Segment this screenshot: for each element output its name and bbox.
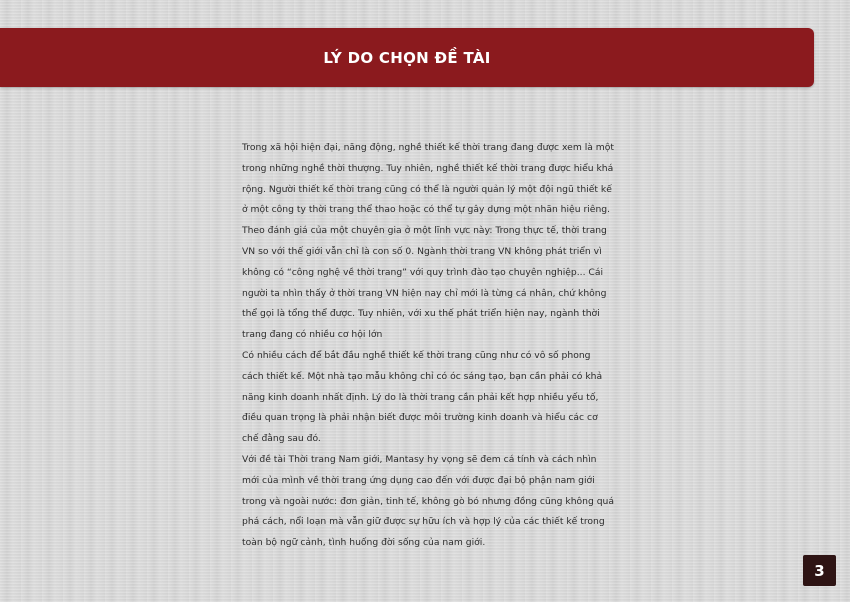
page-number: 3 [814,561,825,580]
page-number-badge [803,555,836,586]
paragraph-2: Theo đánh giá của một chuyên gia ở một lĩnh vực này: Trong thực tế, thời trang VN so với thế giới vẫn chỉ là con số 0. Ngành thời trang VN không phát triển vì không có “công nghệ về thời trang” với quy trình đào tạo chuyên nghiệp... Cái người ta nhìn thấy ở thời trang VN hiện nay chỉ mới là từng cá nhân, chứ không thể gọi là tổng thể được. Tuy nhiên, với xu thế phát triển hiện nay, ngành thời trang đang có nhiều cơ hội lớn [242,225,607,341]
title-banner [0,28,814,87]
body-text [242,138,614,554]
paragraph-1: Trong xã hội hiện đại, năng động, nghề thiết kế thời trang đang được xem là một trong những nghề thời thượng. Tuy nhiên, nghề thiết kế thời trang được hiểu khá rộng. Người thiết kế thời trang cũng có thể là người quản lý một đội ngũ thiết kế ở một công ty thời trang thể thao hoặc có thể tự gây dựng một nhãn hiệu riêng. [242,142,614,216]
paragraph-4: Với đề tài Thời trang Nam giới, Mantasy hy vọng sẽ đem cá tính và cách nhìn mới của mình về thời trang ứng dụng cao đến với được đại bộ phận nam giới trong và ngoài nước: đơn giản, tinh tế, không gò bó nhưng đồng cũng không quá phá cách, nổi loạn mà vẫn giữ được sự hữu ích và hợp lý của các thiết kế trong toàn bộ ngữ cảnh, tình huống đời sống của nam giới. [242,453,614,549]
paragraph-3: Có nhiều cách để bắt đầu nghề thiết kế thời trang cũng như có vô số phong cách thiết kế. Một nhà tạo mẫu không chỉ có óc sáng tạo, bạn cần phải có khả năng kinh doanh nhất định. Lý do là thời trang cần phải kết hợp nhiều yếu tố, điều quan trọng là phải nhận biết được môi trường kinh doanh và hiểu các cơ chế đằng sau đó. [242,349,603,445]
page-title: LÝ DO CHỌN ĐỀ TÀI [323,48,491,67]
